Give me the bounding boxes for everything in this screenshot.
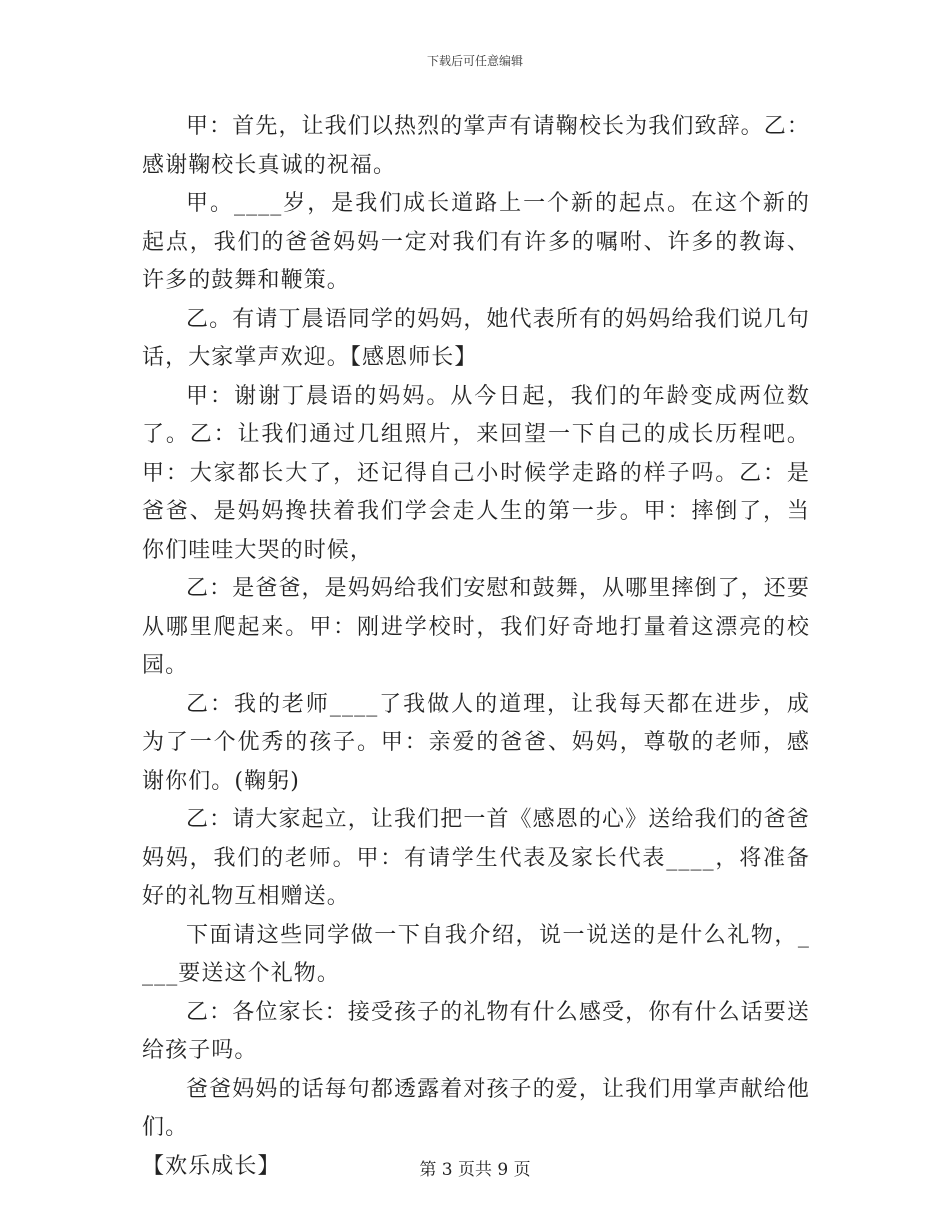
paragraph-10: 爸爸妈妈的话每句都透露着对孩子的爱，让我们用掌声献给他们。 [142, 1076, 810, 1140]
paragraph-1: 甲：首先，让我们以热烈的掌声有请鞠校长为我们致辞。乙：感谢鞠校长真诚的祝福。 [142, 114, 810, 178]
paragraph-8: 下面请这些同学做一下自我介绍，说一说送的是什么礼物，____要送这个礼物。 [142, 922, 810, 986]
page-number: 第 3 页共 9 页 [419, 1160, 531, 1180]
paragraph-7: 乙：请大家起立，让我们把一首《感恩的心》送给我们的爸爸妈妈，我们的老师。甲：有请学生代表及家长代表____，将准备好的礼物互相赠送。 [142, 807, 810, 909]
page-header: 下载后可任意编辑 [426, 54, 523, 68]
paragraph-6: 乙：我的老师____了我做人的道理，让我每天都在进步，成为了一个优秀的孩子。甲：亲爱的爸爸、妈妈，尊敬的老师，感谢你们。(鞠躬) [142, 691, 810, 794]
paragraph-3: 乙。有请丁晨语同学的妈妈，她代表所有的妈妈给我们说几句话，大家掌声欢迎。【感恩师长】 [142, 306, 810, 370]
section-heading: 【欢乐成长】 [142, 1153, 281, 1179]
paragraph-2: 甲。____岁，是我们成长道路上一个新的起点。在这个新的起点，我们的爸爸妈妈一定对我们有许多的嘱咐、许多的教诲、许多的鼓舞和鞭策。 [142, 191, 810, 293]
document-body [142, 108, 810, 1186]
paragraph-9: 乙：各位家长：接受孩子的礼物有什么感受，你有什么话要送给孩子吗。 [142, 999, 810, 1063]
paragraph-5: 乙：是爸爸，是妈妈给我们安慰和鼓舞，从哪里摔倒了，还要从哪里爬起来。甲：刚进学校时，我们好奇地打量着这漂亮的校园。 [142, 576, 810, 678]
paragraph-4: 甲：谢谢丁晨语的妈妈。从今日起，我们的年龄变成两位数了。乙：让我们通过几组照片，来回望一下自己的成长历程吧。甲：大家都长大了，还记得自己小时候学走路的样子吗。乙：是爸爸、是妈妈搀扶着我们学会走人生的第一步。甲：摔倒了，当你们哇哇大哭的时候， [142, 383, 810, 563]
